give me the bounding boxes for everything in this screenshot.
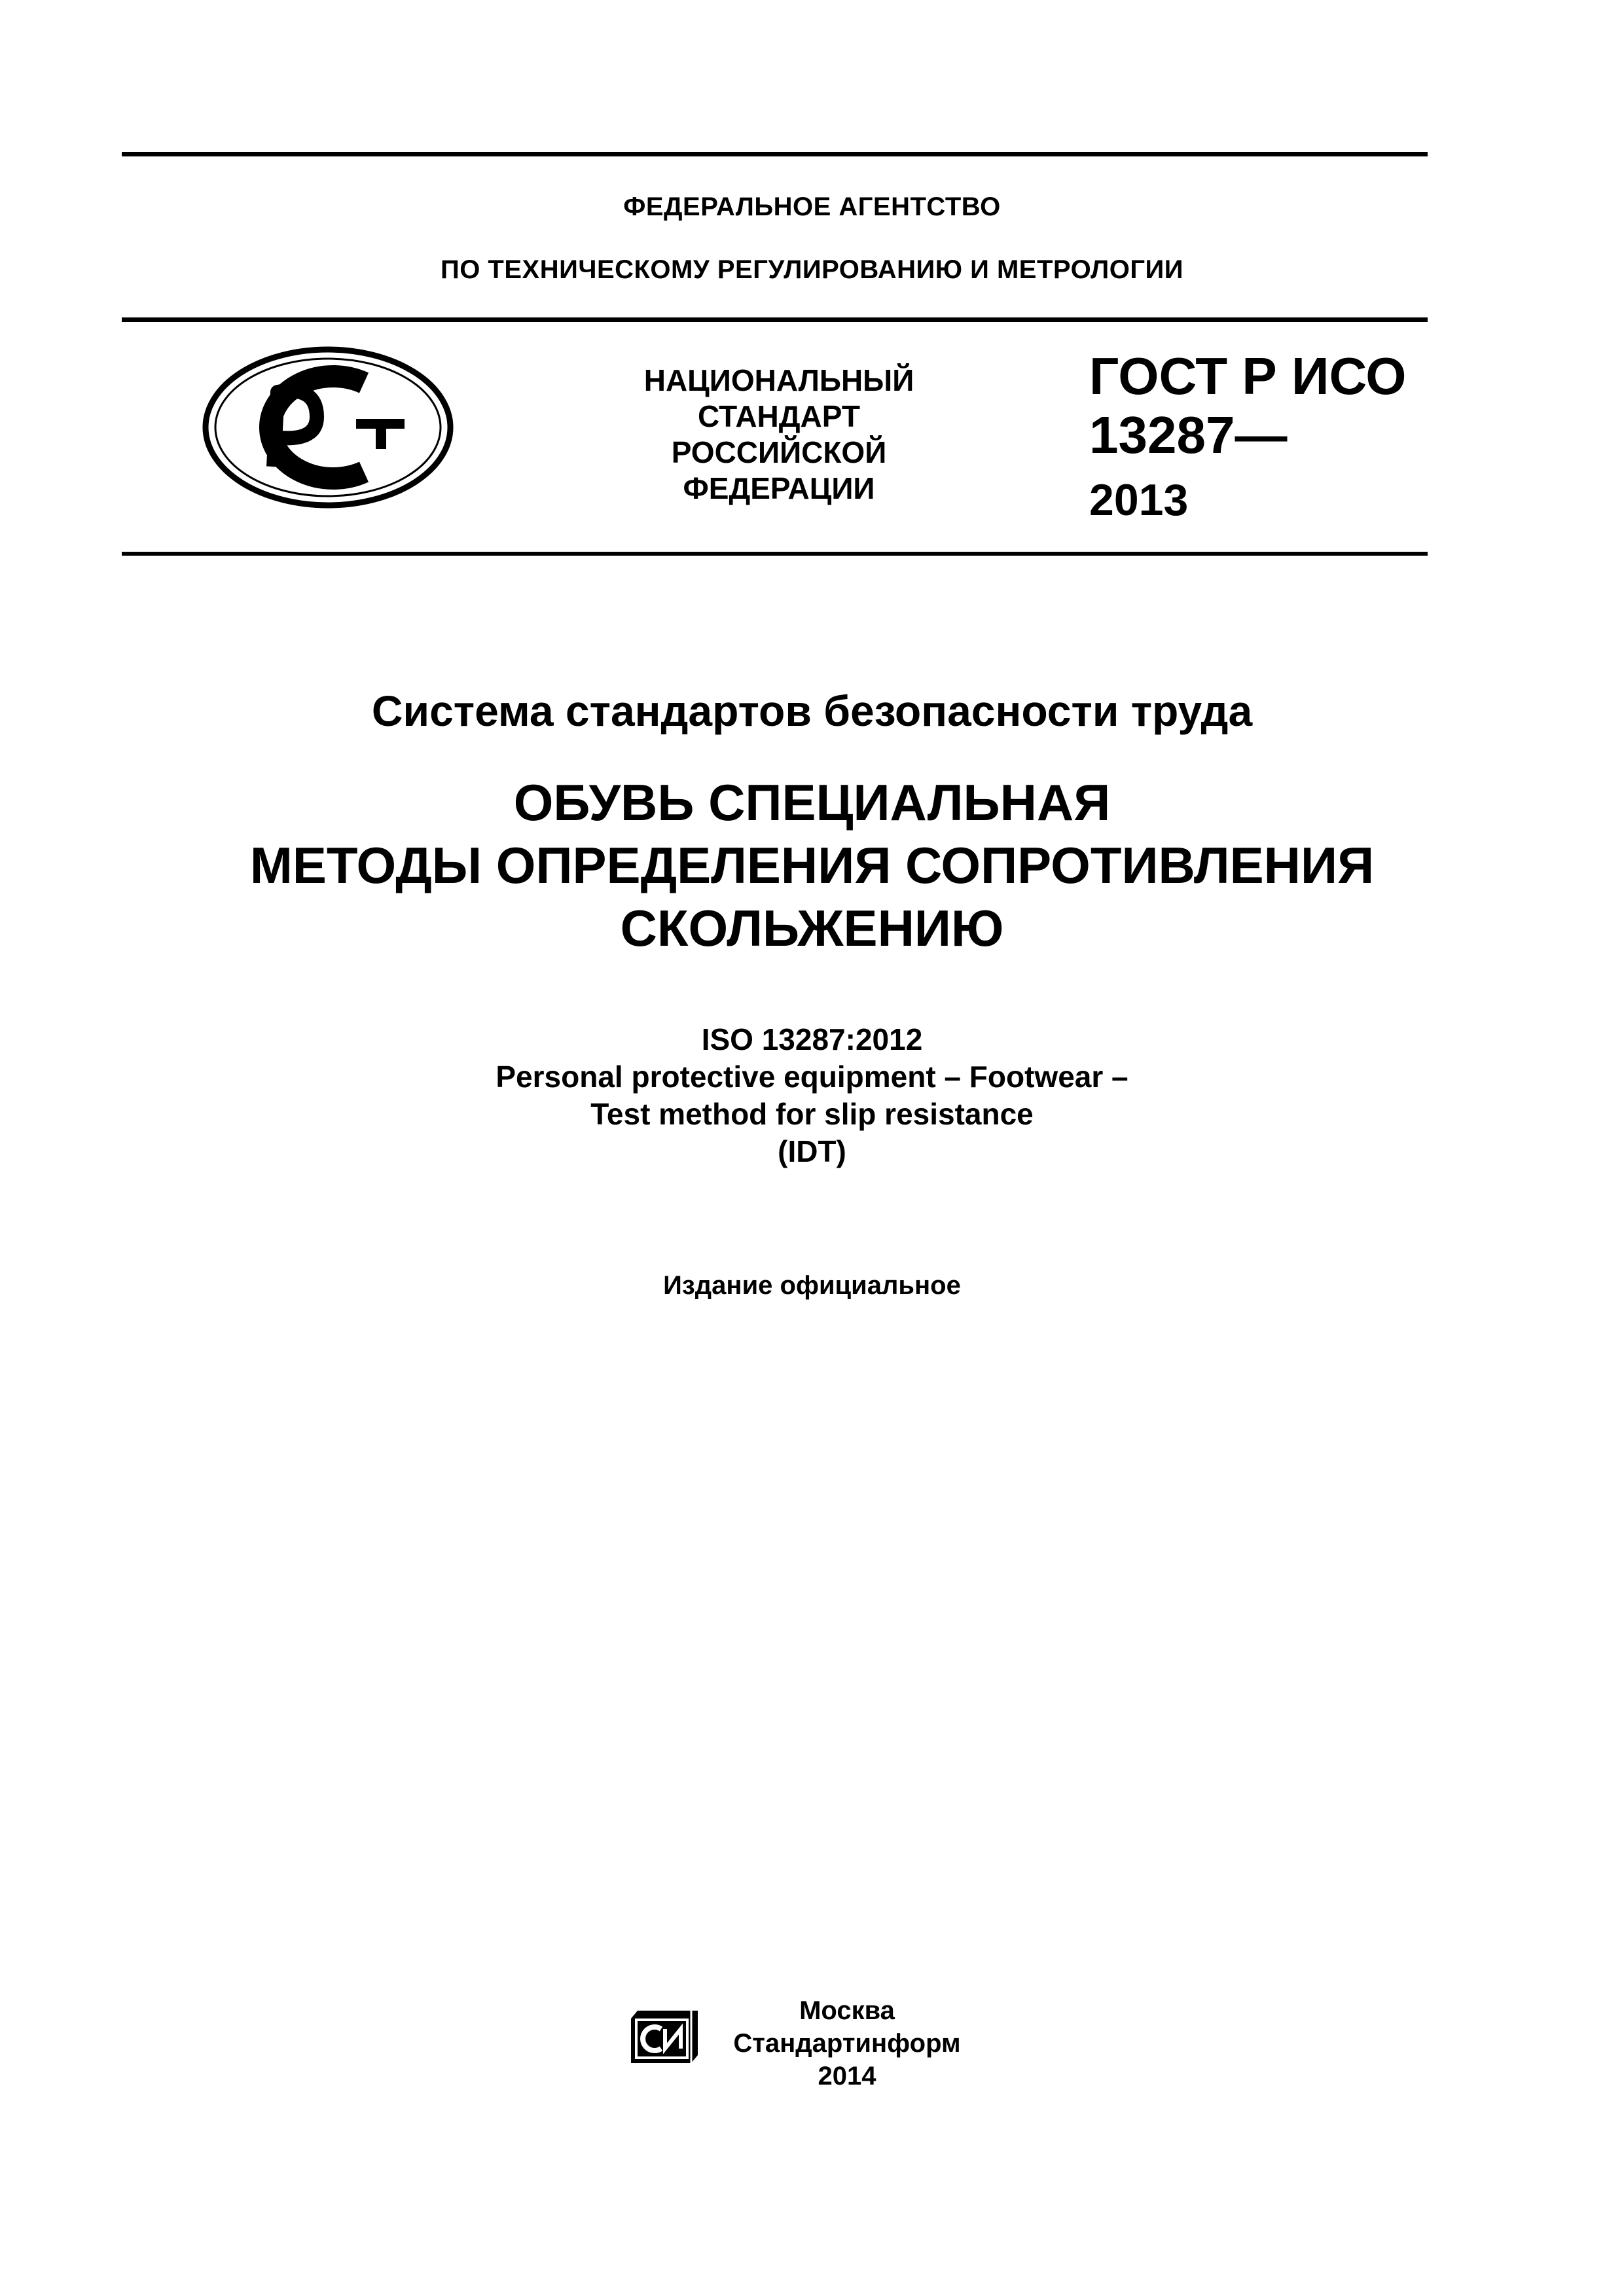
national-line: СТАНДАРТ	[698, 399, 860, 433]
top-rule	[122, 152, 1428, 156]
agency-line-2: ПО ТЕХНИЧЕСКОМУ РЕГУЛИРОВАНИЮ И МЕТРОЛОГИИ	[440, 255, 1184, 284]
standard-series	[0, 686, 1624, 736]
national-line: НАЦИОНАЛЬНЫЙ	[643, 363, 914, 397]
publisher-name: Стандартинформ	[733, 2029, 961, 2058]
publisher-city: Москва	[799, 1996, 895, 2025]
iso-reference	[0, 1021, 1624, 1170]
agency-line-1: ФЕДЕРАЛЬНОЕ АГЕНТСТВО	[623, 192, 1001, 221]
iso-title-line-1: Personal protective equipment – Footwear –	[496, 1060, 1128, 1094]
series-text: Система стандартов безопасности труда	[371, 687, 1253, 735]
national-standard-label	[589, 363, 969, 507]
national-line: РОССИЙСКОЙ	[671, 435, 887, 469]
block-bottom-rule	[122, 552, 1428, 556]
document-title	[0, 771, 1624, 960]
iso-code: ISO 13287:2012	[701, 1022, 923, 1056]
title-line: ОБУВЬ СПЕЦИАЛЬНАЯ	[513, 774, 1111, 831]
publication-year: 2014	[818, 2062, 876, 2090]
title-line: СКОЛЬЖЕНИЮ	[620, 899, 1004, 957]
standartinform-logo-icon	[626, 2005, 703, 2068]
national-line: ФЕДЕРАЦИИ	[683, 471, 875, 505]
iso-title-line-2: Test method for slip resistance	[590, 1097, 1034, 1131]
rst-logo-icon	[200, 345, 456, 510]
gost-year: 2013	[1089, 475, 1189, 525]
header-divider-rule	[122, 317, 1428, 322]
publisher-block	[716, 1994, 978, 2092]
gost-line-2: 13287—	[1089, 406, 1288, 464]
iso-equivalence: (IDT)	[778, 1134, 846, 1168]
gost-designation	[1089, 347, 1407, 465]
title-line: МЕТОДЫ ОПРЕДЕЛЕНИЯ СОПРОТИВЛЕНИЯ	[249, 836, 1375, 894]
gost-line-1: ГОСТ Р ИСО	[1089, 347, 1407, 405]
edition-label: Издание официальное	[663, 1271, 961, 1300]
